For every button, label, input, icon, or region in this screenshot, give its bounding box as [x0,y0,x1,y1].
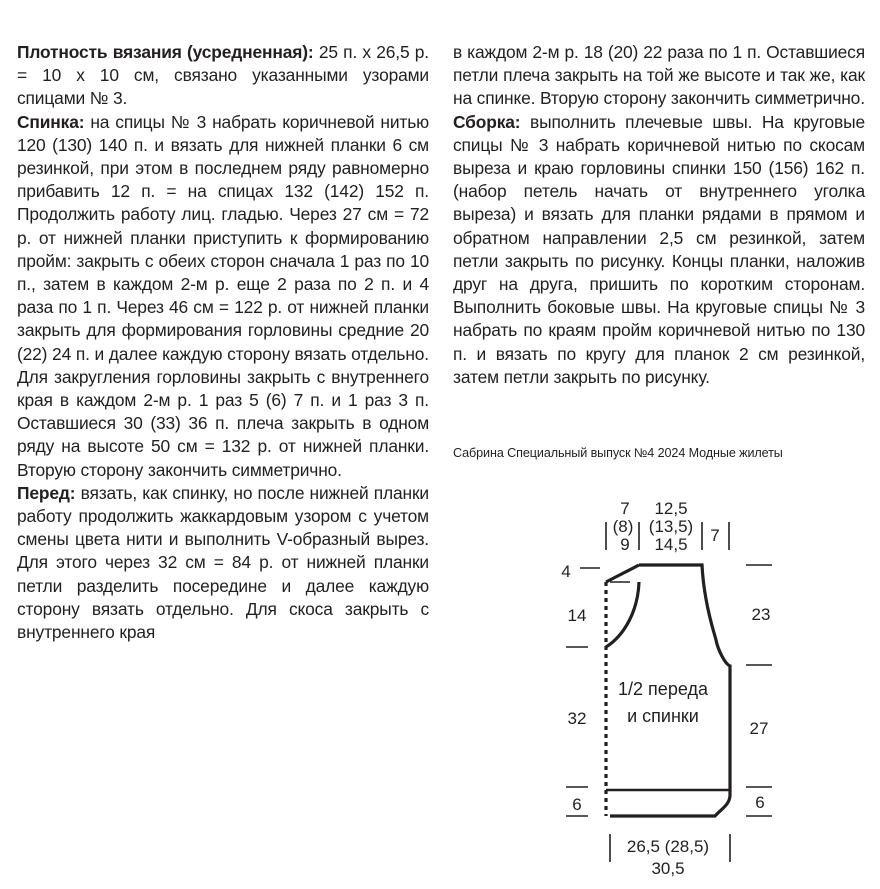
front-paragraph [17,482,429,644]
left-rib-label: 6 [572,795,582,814]
source-caption: Сабрина Специальный выпуск №4 2024 Модные жилеты [453,446,783,460]
front-continued-text: в каждом 2-м р. 18 (20) 22 раза по 1 п. Оставшиеся петли плеча закрыть на той же высоте и так же, как на спинке. Вторую сторону закончить симметрично. [453,42,865,109]
top-middle-label-3: 14,5 [654,535,688,554]
back-text: на спицы № 3 набрать коричневой нитью 120 (130) 140 п. и вязать для нижней планки 6 см резинкой, при этом в последнем ряду равномерно прибавить 12 п. = на спицах 132 (142) 152 п. Продолжить работу лиц. гладью. Через 27 см = 72 р. от нижней планки приступить к формированию пройм: закрыть с обеих сторон сначала 1 раз по 10 п., затем в каждом 2-м р. еще 2 раза по 2 п. и 4 раза по 1 п. Через 46 см = 122 р. от нижней планки закрыть для формирования горловины средние 20 (22) 24 п. и далее каждую сторону вязать отдельно. Для закругления горловины закрыть с внутреннего края в каждом 2-м р. 1 раз 5 (6) 7 п. и 1 раз 3 п. Оставшиеся 30 (33) 36 п. плеча закрыть в одном ряду на высоте 50 см = 132 р. от нижней планки. Вторую сторону закончить симметрично. [17,111,429,480]
front-heading: Перед: [17,482,76,503]
back-paragraph [17,111,429,482]
assembly-text: выполнить плечевые швы. На круговые спицы № 3 набрать коричневой нитью по скосам выреза и краю горловины спинки 150 (156) 162 п. (набор петель начать от внутреннего уголка выреза) и вязать для планки рядами в прямом и обратном направлении 2,5 см резинкой, затем петли закрыть по рисунку. Концы планки, наложив друг на друга, пришить по коротким сторонам. Выполнить боковые швы. На круговые спицы № 3 набрать по краям пройм коричневой нитью по 130 п. и вязать по кругу для планок 2 см резинкой, затем петли закрыть по рисунку. [453,111,865,387]
top-right-label: 7 [710,526,720,545]
gauge-text: 25 п. х 26,5 р. = 10 х 10 см, связано указанными узорами спицами № 3. [17,42,429,109]
top-middle-label-2: (13,5) [648,517,694,536]
right-body-label: 27 [749,719,769,738]
right-rib-label: 6 [755,793,765,812]
neckline-curve [606,582,639,647]
pattern-schematic [540,490,800,880]
shoulder-line [606,565,639,582]
front-text: вязать, как спинку, но после нижней планки работу продолжить жаккардовым узором с учетом смены цвета нити и выполнить V-образный вырез. Для этого через 32 см = 84 р. от нижней планки петли разделить посередине и далее каждую сторону вязать отдельно. Для скоса закрыть с внутреннего края [17,482,429,643]
gauge-heading: Плотность вязания (усредненная): [17,42,314,62]
left-neck-label: 14 [567,606,587,625]
assembly-paragraph [453,111,865,389]
bottom-width-label-2: 30,5 [651,859,685,878]
instructions-left-column [17,41,429,644]
gauge-paragraph [17,41,429,111]
top-left-label-3: 9 [620,535,630,554]
top-middle-label-1: 12,5 [654,499,688,518]
front-continued-paragraph [453,41,865,111]
left-neck-drop-label: 4 [561,562,571,581]
piece-title-line-1: 1/2 переда [618,679,708,699]
top-left-label-1: 7 [620,499,630,518]
instructions-right-column [453,41,865,389]
back-heading: Спинка: [17,111,85,132]
right-armhole-label: 23 [751,605,771,624]
bottom-width-label-1: 26,5 (28,5) [626,837,710,856]
assembly-heading: Сборка: [453,111,521,132]
top-left-label-2: (8) [612,517,634,536]
piece-title-line-2: и спинки [627,706,699,726]
left-body-label: 32 [567,709,587,728]
